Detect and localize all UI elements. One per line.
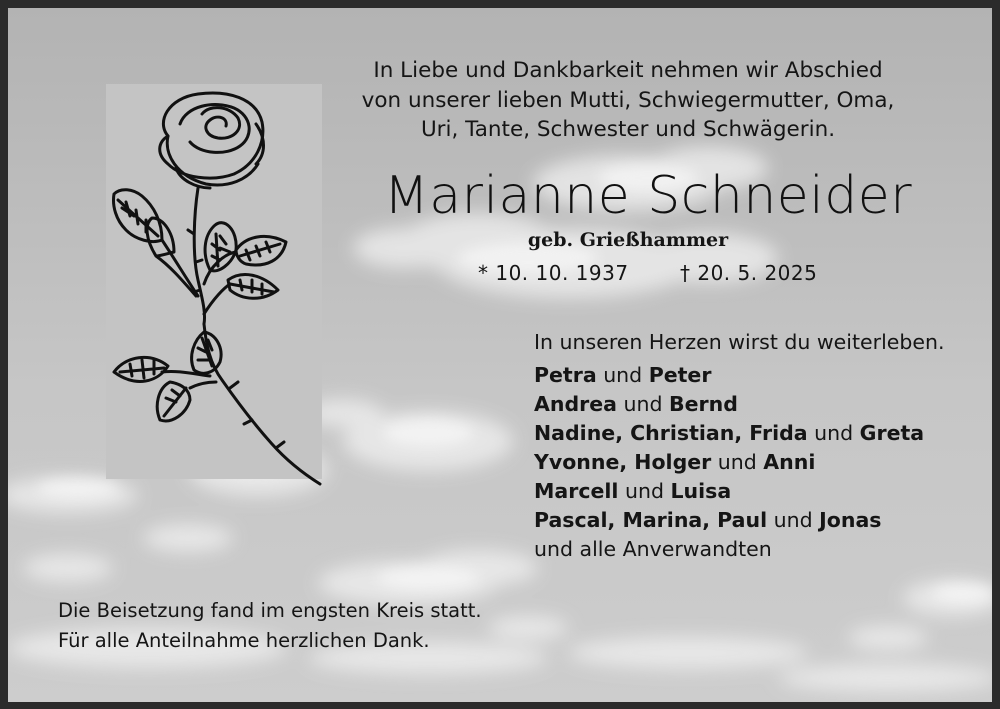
connector-text: und bbox=[711, 450, 764, 474]
intro-line: von unserer lieben Mutti, Schwiegermutter, Oma, bbox=[361, 87, 895, 113]
closing-text bbox=[58, 596, 482, 656]
mourner-names: Luisa bbox=[670, 479, 732, 503]
maiden-name: geb. Grießhammer bbox=[527, 229, 729, 251]
connector-text: und bbox=[618, 479, 671, 503]
mourner-names: Peter bbox=[648, 363, 712, 387]
mourner-row bbox=[534, 477, 924, 506]
intro-line: Uri, Tante, Schwester und Schwägerin. bbox=[420, 117, 836, 142]
connector-text: und bbox=[807, 421, 860, 445]
mourner-names: Anni bbox=[763, 450, 816, 474]
mourner-names: Jonas bbox=[819, 508, 882, 532]
mourner-row bbox=[534, 419, 924, 448]
rose-icon bbox=[106, 84, 322, 490]
motto: In unseren Herzen wirst du weiterleben. bbox=[534, 330, 945, 354]
mourner-row bbox=[534, 535, 924, 564]
mourner-names: Petra bbox=[534, 363, 597, 387]
connector-text: und alle Anverwandten bbox=[534, 537, 772, 561]
intro-line: In Liebe und Dankbarkeit nehmen wir Abschied bbox=[373, 58, 883, 83]
mourners-list bbox=[534, 361, 924, 564]
mourner-names: Nadine, Christian, Frida bbox=[534, 421, 808, 445]
birth-date: * 10. 10. 1937 bbox=[478, 261, 629, 285]
intro-text bbox=[338, 56, 918, 145]
mourner-row bbox=[534, 506, 924, 535]
mourner-names: Marcell bbox=[534, 479, 619, 503]
mourner-names: Yvonne, Holger bbox=[534, 450, 712, 474]
mourner-names: Pascal, Marina, Paul bbox=[534, 508, 768, 532]
death-date: † 20. 5. 2025 bbox=[680, 261, 818, 285]
connector-text: und bbox=[767, 508, 820, 532]
closing-line: Die Beisetzung fand im engsten Kreis statt. bbox=[58, 599, 482, 622]
connector-text: und bbox=[616, 392, 670, 416]
connector-text: und bbox=[596, 363, 649, 387]
mourner-names: Bernd bbox=[669, 392, 738, 416]
mourner-row bbox=[534, 448, 924, 477]
deceased-name: Marianne Schneider bbox=[383, 166, 913, 226]
mourner-row bbox=[534, 390, 924, 419]
mourner-row bbox=[534, 361, 924, 390]
mourner-names: Andrea bbox=[534, 392, 617, 416]
mourner-names: Greta bbox=[859, 421, 925, 445]
closing-line: Für alle Anteilnahme herzlichen Dank. bbox=[58, 629, 430, 652]
